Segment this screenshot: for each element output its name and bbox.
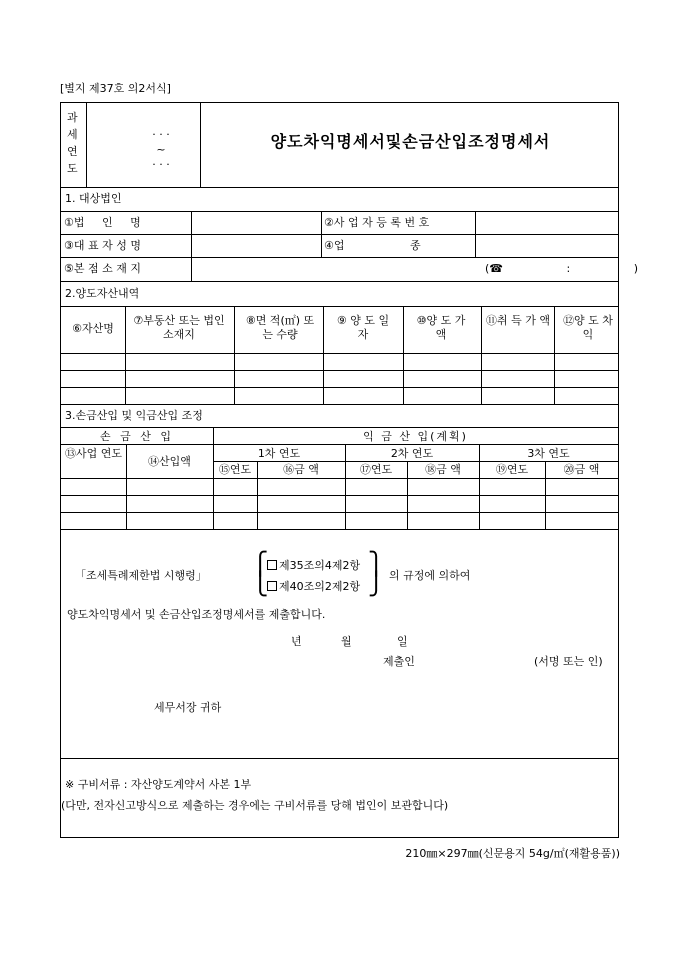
brace-right-bottom: ⎭ — [368, 572, 385, 597]
date-month[interactable]: 월 — [341, 635, 352, 648]
date-day[interactable]: 일 — [397, 635, 408, 648]
col-transfer-gain: ⑫양 도 차 익 — [563, 314, 613, 341]
submit-statement: 양도차익명세서 및 손금산입조정명세서를 제출합니다. — [67, 608, 326, 621]
option-35-4[interactable]: 제35조의4제2항 — [267, 559, 360, 573]
year3-header: 3차 연도 — [527, 447, 570, 460]
biz-no-field[interactable] — [476, 212, 618, 233]
phone-label: (☎ : ) — [485, 262, 638, 275]
col-acquisition-price: ⑪취 득 가 액 — [486, 314, 550, 327]
tax-year-to[interactable]: · · · — [152, 158, 170, 171]
brace-left: ⎧ — [252, 552, 269, 577]
col-transfer-price: ⑩양 도 가 액 — [416, 314, 466, 341]
form-number: [별지 제37호 의2서식] — [60, 82, 171, 95]
biz-year-header: ⑬사업 연도 — [64, 447, 122, 460]
business-type-field[interactable] — [476, 235, 618, 256]
biz-no-label: ②사 업 자 등 록 번 호 — [324, 216, 430, 229]
tax-year-tilde: ~ — [156, 143, 166, 156]
option-40-2[interactable]: 제40조의2제2항 — [267, 580, 360, 594]
corp-name-field[interactable] — [192, 212, 320, 233]
attachments-line1: ※ 구비서류 : 자산양도계약서 사본 1부 — [65, 778, 252, 791]
brace-right: ⎫ — [368, 552, 385, 577]
loss-amount-header: ⑭산입액 — [148, 455, 191, 468]
date-year[interactable]: 년 — [291, 635, 302, 648]
col-location: ⑦부동산 또는 법인소재지 — [133, 314, 225, 341]
rep-name-field[interactable] — [192, 235, 320, 256]
submitter-label: 제출인 — [383, 655, 415, 668]
form-container — [60, 102, 638, 838]
address-field[interactable] — [192, 258, 482, 280]
col-asset-name: ⑥자산명 — [72, 322, 114, 335]
loss-header: 손 금 산 입 — [100, 430, 174, 443]
tax-year-label: 과 세 연 도 — [67, 111, 78, 175]
year2-header: 2차 연도 — [390, 447, 434, 460]
tax-year-from[interactable]: · · · — [152, 128, 170, 141]
checkbox-icon[interactable] — [267, 560, 277, 570]
checkbox-icon[interactable] — [267, 581, 277, 591]
signature-label[interactable]: (서명 또는 인) — [534, 655, 603, 668]
col-transfer-date: ⑨ 양 도 일 자 — [336, 314, 390, 341]
sub-col-year1: ⑮연도 — [218, 463, 252, 476]
sub-col-amount1: ⑯금 액 — [283, 463, 319, 476]
section2-heading: 2.양도자산내역 — [65, 287, 140, 300]
address-label: ⑤본 점 소 재 지 — [64, 262, 141, 275]
attachments-line2: (다만, 전자신고방식으로 제출하는 경우에는 구비서류를 당해 법인이 보관합니다) — [61, 799, 449, 812]
sub-col-amount3: ⑳금 액 — [563, 463, 600, 476]
col-area: ⑧면 적(㎡) 또는 수량 — [245, 314, 315, 341]
sub-col-year3: ⑲연도 — [495, 463, 529, 476]
brace-left-bottom: ⎩ — [252, 572, 269, 597]
business-type-label: ④업 종 — [324, 239, 421, 252]
sub-col-amount2: ⑱금 액 — [425, 463, 461, 476]
section3-heading: 3.손금산입 및 익금산입 조정 — [65, 409, 203, 422]
rep-name-label: ③대 표 자 성 명 — [64, 239, 141, 252]
rule-suffix: 의 규정에 의하여 — [389, 569, 471, 582]
law-name: 「조세특례제한법 시행령」 — [75, 569, 207, 582]
year1-header: 1차 연도 — [257, 447, 301, 460]
corp-name-label: ①법 인 명 — [64, 216, 141, 229]
paper-spec: 210㎜×297㎜(신문용지 54g/㎡(재활용품)) — [405, 847, 620, 860]
sub-col-year2: ⑰연도 — [359, 463, 393, 476]
section1-heading: 1. 대상법인 — [65, 192, 122, 205]
gain-header: 익 금 산 입(계획) — [363, 430, 468, 443]
form-title: 양도차익명세서및손금산입조정명세서 — [270, 132, 551, 151]
recipient: 세무서장 귀하 — [154, 701, 222, 714]
